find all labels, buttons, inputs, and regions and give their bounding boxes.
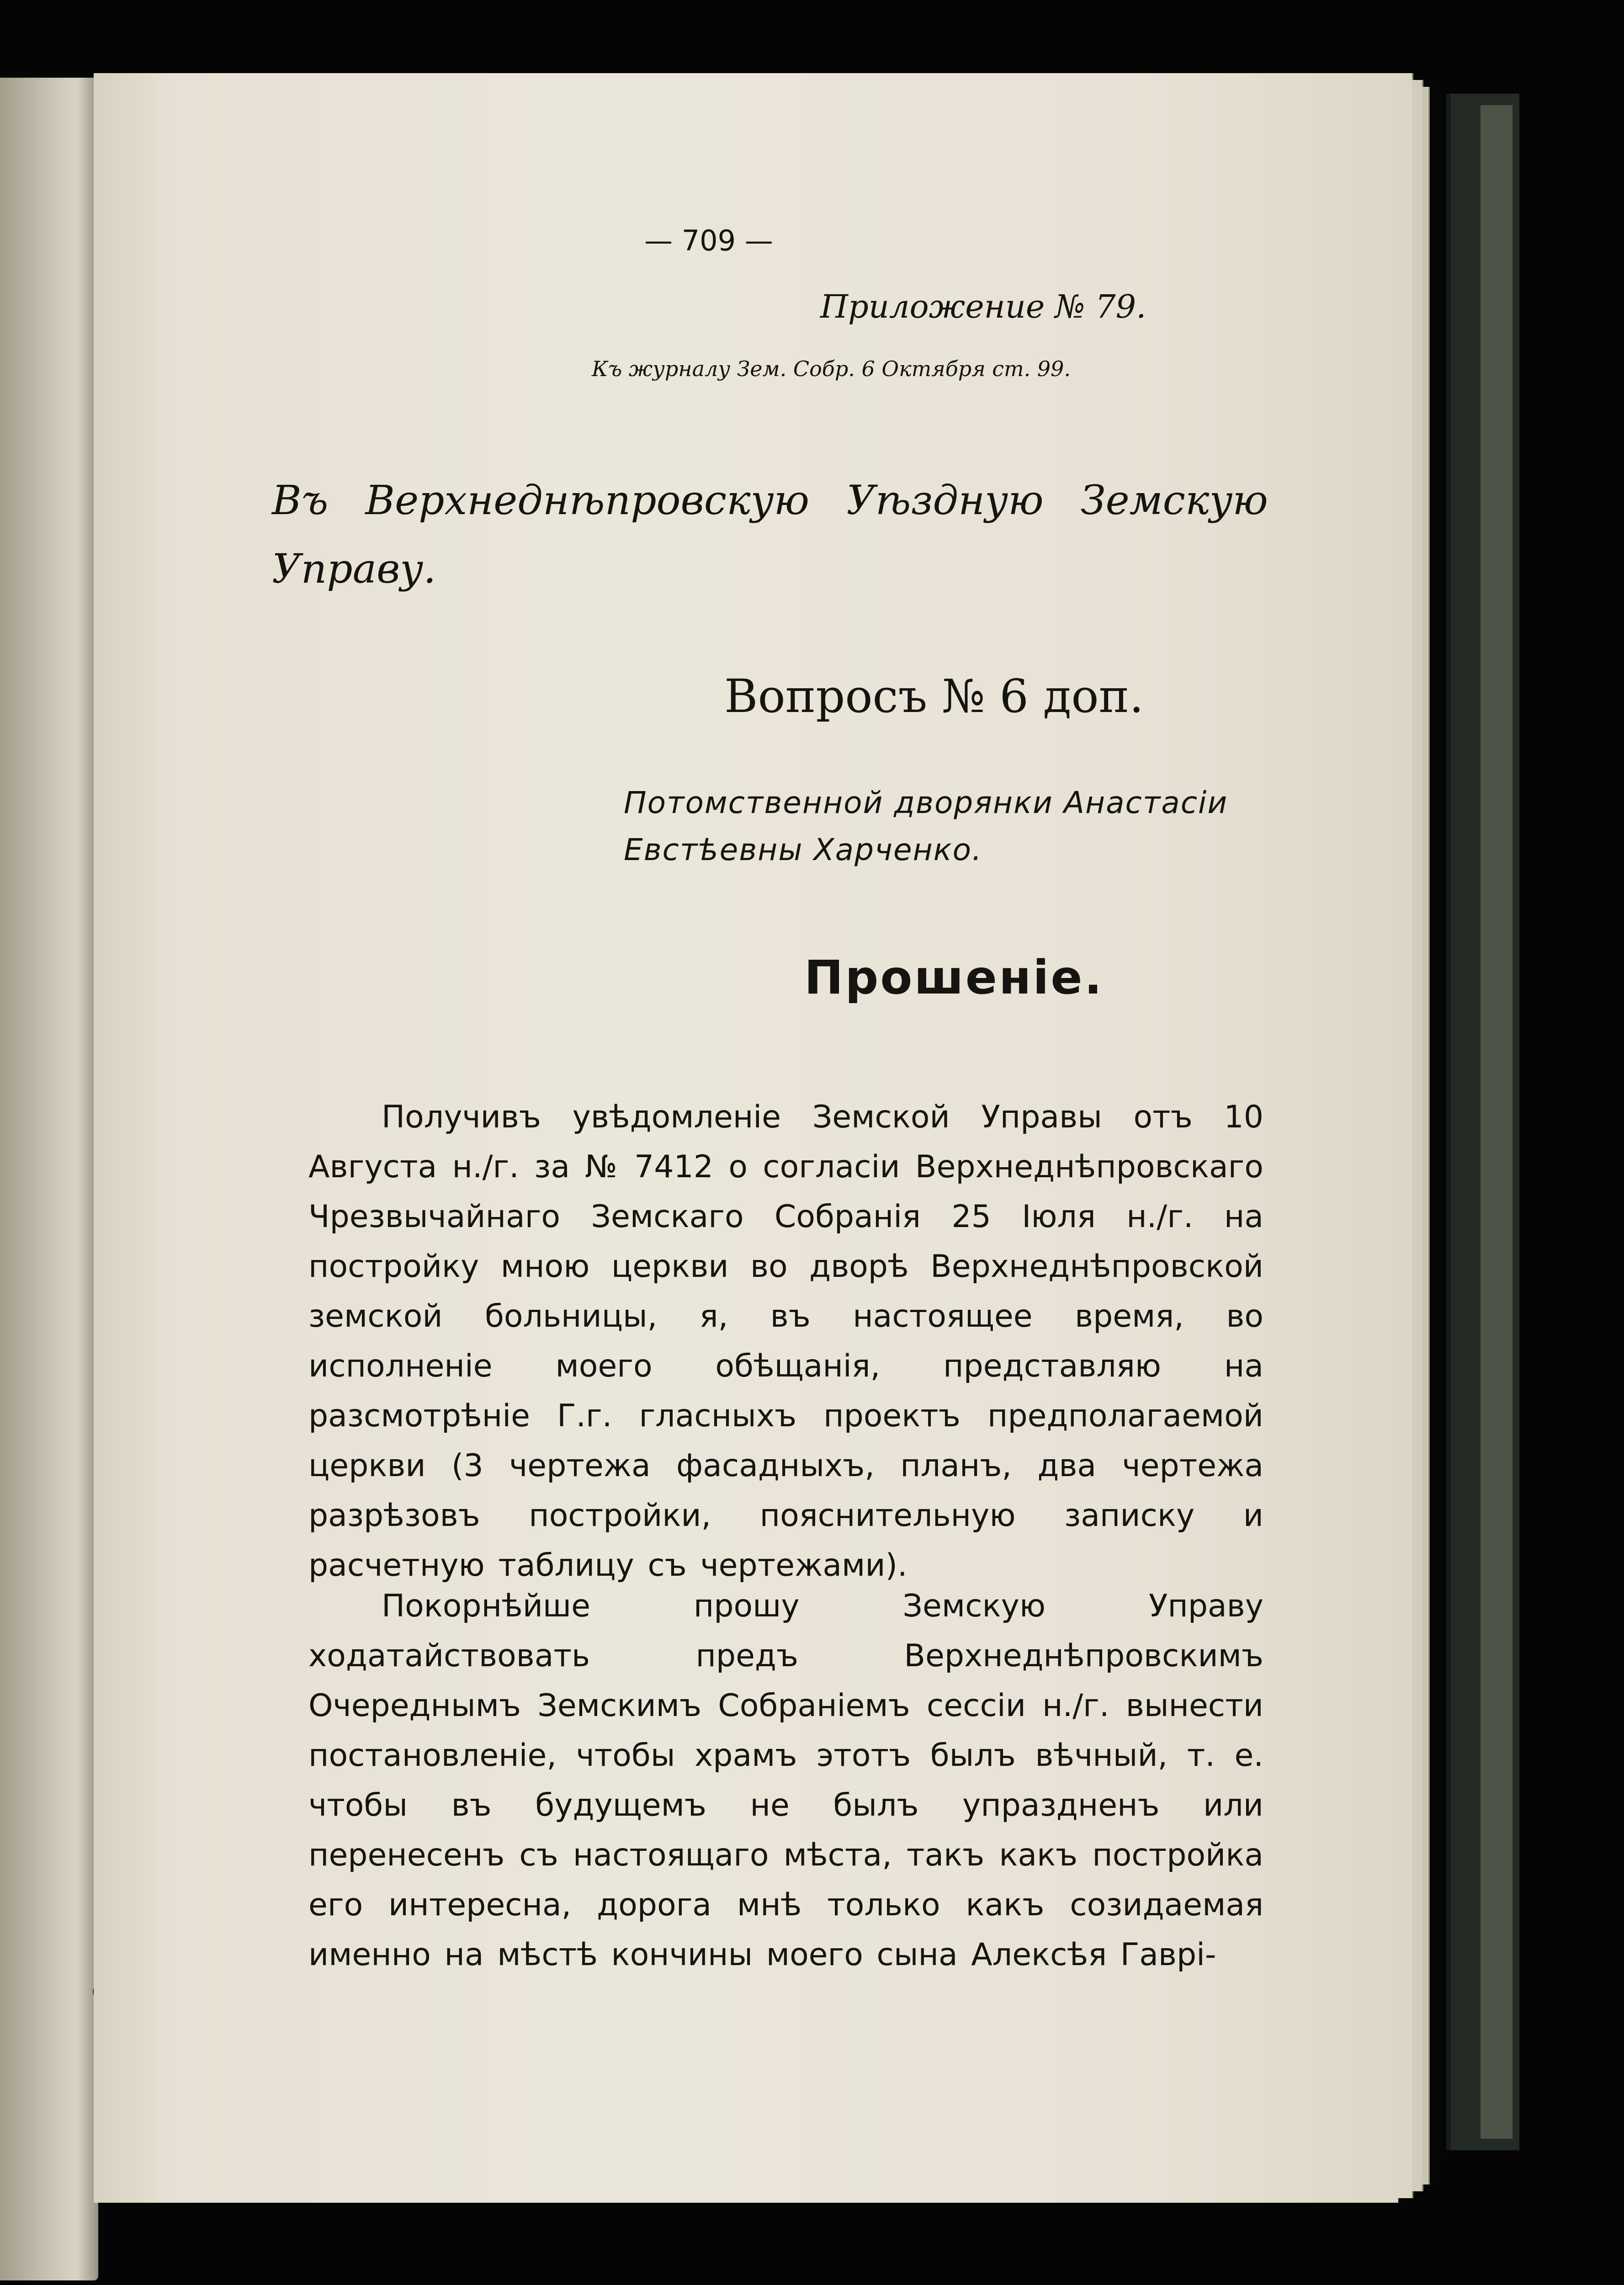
book-cover-edge [1481,105,1513,2139]
journal-reference: Къ журналу Зем. Собр. 6 Октября ст. 99. [592,356,1071,381]
question-number: Вопросъ № 6 доп. [724,670,1144,723]
body-paragraph: Получивъ увѣдомленіе Земской Управы отъ 10 Августа н./г. за № 7412 о согласіи Верхнеднѣпровскаго Чрезвычайнаго Земскаго Собранія 25 Іюля н./г. на постройку мною церкви во дворѣ Верхнеднѣпровской земской больницы, я, въ настоящее время, во исполненіе моего обѣщанія, представляю на разсмотрѣніе Г.г. гласныхъ проектъ предполагаемой церкви (3 чертежа фасадныхъ, планъ, два чертежа разрѣзовъ постройки, пояснительную записку и расчетную таблицу съ чертежами). [308,1099,1263,1584]
page-edge [1422,87,1430,2184]
body-paragraph: Покорнѣйше прошу Земскую Управу ходатайствовать предъ Верхнеднѣпровскимъ Очереднымъ Земскимъ Собраніемъ сессіи н./г. вынести постановленіе, чтобы храмъ этотъ былъ вѣчный, т. е. чтобы въ будущемъ не былъ упраздненъ или перенесенъ съ настоящаго мѣста, такъ какъ постройка его интересна, дорога мнѣ только какъ созидаемая именно на мѣстѣ кончины моего сына Алексѣя Гаврі- [308,1588,1263,1973]
document-page [94,73,1398,2203]
document-heading: Прошеніе. [804,951,1104,1005]
page-number: — 709 — [644,224,773,257]
appendix-label: Приложение № 79. [820,288,1146,325]
petitioner-name: Потомственной дворянки Анастасіи Евстѣевны Харченко. [624,785,1228,867]
addressee-line: Въ Верхнеднѣпровскую Уѣздную Земскую Управу. [272,477,1268,592]
